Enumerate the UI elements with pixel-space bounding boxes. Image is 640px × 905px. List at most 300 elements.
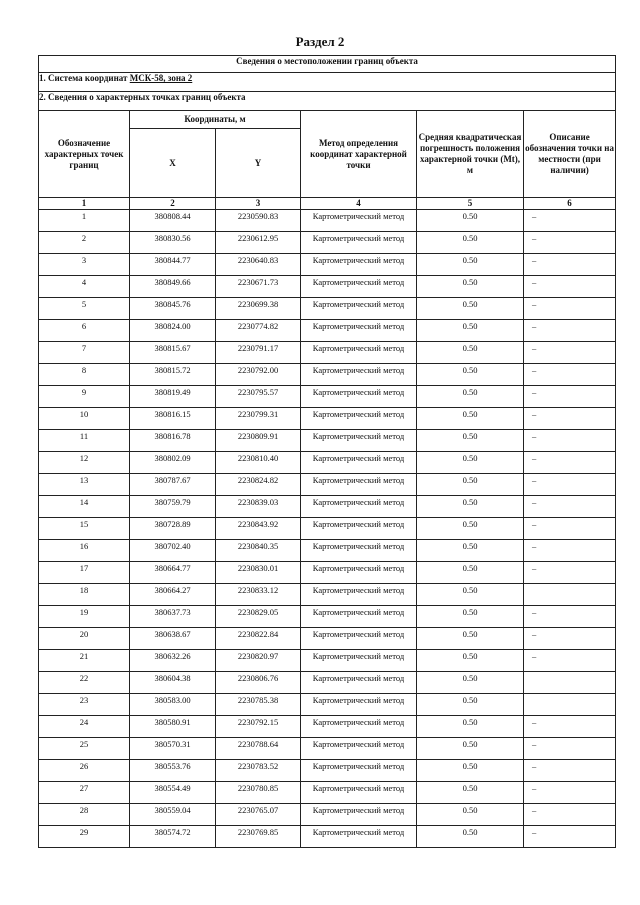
cell-x-text: 380815.72 [154, 365, 191, 375]
cell-error [417, 232, 524, 254]
cell-note-text: – [532, 783, 537, 793]
cell-error [417, 540, 524, 562]
cell-y [216, 584, 301, 606]
cell-note [524, 496, 616, 518]
cell-point-number [39, 606, 130, 628]
cell-point-number-text: 28 [79, 805, 89, 815]
cell-point-number-text: 9 [81, 387, 87, 397]
table-heading-row [39, 56, 616, 73]
cell-method-text: Картометрический метод [312, 431, 405, 441]
cell-x [130, 760, 216, 782]
cell-method [301, 628, 417, 650]
cell-x-text: 380664.77 [154, 563, 191, 573]
header-description: Описание обозначения точки на местности (при наличии) [524, 111, 616, 198]
cell-point-number-text: 25 [79, 739, 89, 749]
cell-note-text: – [532, 563, 537, 573]
cell-x [130, 540, 216, 562]
cell-point-number-text: 6 [81, 321, 87, 331]
cell-point-number [39, 760, 130, 782]
cell-x [130, 584, 216, 606]
cell-method [301, 562, 417, 584]
cell-method-text: Картометрический метод [312, 761, 405, 771]
cell-point-number [39, 232, 130, 254]
cell-method-text: Картометрический метод [312, 673, 405, 683]
cell-error [417, 254, 524, 276]
column-number: 6 [524, 198, 616, 210]
cell-method-text: Картометрический метод [312, 255, 405, 265]
cell-method [301, 804, 417, 826]
cell-error-text: 0.50 [462, 409, 478, 419]
cell-note [524, 430, 616, 452]
cell-point-number-text: 18 [79, 585, 89, 595]
cell-method-text: Картометрический метод [312, 541, 405, 551]
cell-note-text: – [532, 739, 537, 749]
cell-error [417, 298, 524, 320]
cell-note [524, 452, 616, 474]
cell-method [301, 276, 417, 298]
boundary-points-table [38, 55, 616, 848]
cell-point-number-text: 27 [79, 783, 89, 793]
cell-error [417, 826, 524, 848]
cell-x [130, 320, 216, 342]
cell-point-number [39, 650, 130, 672]
table-row [39, 716, 616, 738]
cell-point-number [39, 276, 130, 298]
cell-y [216, 298, 301, 320]
cell-y [216, 804, 301, 826]
cell-note [524, 474, 616, 496]
cell-error-text: 0.50 [462, 211, 478, 221]
cell-y [216, 650, 301, 672]
column-number: 1 [39, 198, 130, 210]
cell-method [301, 364, 417, 386]
cell-y-text: 2230840.35 [237, 541, 279, 551]
cell-method-text: Картометрический метод [312, 497, 405, 507]
cell-x-text: 380845.76 [154, 299, 191, 309]
cell-x [130, 826, 216, 848]
cell-y [216, 518, 301, 540]
cell-error [417, 606, 524, 628]
column-numbers-row [39, 198, 616, 210]
cell-y-text: 2230769.85 [237, 827, 279, 837]
cell-error [417, 320, 524, 342]
cell-method [301, 298, 417, 320]
cell-y-text: 2230783.52 [237, 761, 279, 771]
table-row [39, 408, 616, 430]
header-row-1 [39, 111, 616, 129]
cell-note-text: – [532, 607, 537, 617]
cell-point-number [39, 540, 130, 562]
cell-method-text: Картометрический метод [312, 409, 405, 419]
cell-error-text: 0.50 [462, 365, 478, 375]
cell-x [130, 232, 216, 254]
table-row [39, 760, 616, 782]
cell-error [417, 276, 524, 298]
cell-y [216, 628, 301, 650]
cell-x-text: 380787.67 [154, 475, 191, 485]
cell-error-text: 0.50 [462, 673, 478, 683]
cell-y [216, 716, 301, 738]
cell-point-number-text: 23 [79, 695, 89, 705]
cell-point-number-text: 14 [79, 497, 89, 507]
coord-system-value: МСК-58, зона 2 [129, 73, 193, 83]
cell-y-text: 2230824.82 [237, 475, 279, 485]
cell-y-text: 2230843.92 [237, 519, 279, 529]
cell-method [301, 738, 417, 760]
cell-method [301, 760, 417, 782]
cell-method [301, 210, 417, 232]
cell-note [524, 606, 616, 628]
table-row [39, 342, 616, 364]
cell-note-text [532, 584, 615, 585]
cell-note-text: – [532, 387, 537, 397]
cell-y [216, 364, 301, 386]
cell-error-text: 0.50 [462, 563, 478, 573]
cell-error-text: 0.50 [462, 497, 478, 507]
table-row [39, 628, 616, 650]
cell-x [130, 210, 216, 232]
cell-note-text: – [532, 717, 537, 727]
cell-error-text: 0.50 [462, 761, 478, 771]
cell-x [130, 694, 216, 716]
cell-x [130, 804, 216, 826]
cell-error [417, 210, 524, 232]
cell-x-text: 380664.27 [154, 585, 191, 595]
cell-error [417, 408, 524, 430]
column-number: 4 [301, 198, 417, 210]
cell-error [417, 716, 524, 738]
table-row [39, 826, 616, 848]
cell-point-number-text: 2 [81, 233, 87, 243]
cell-method [301, 540, 417, 562]
cell-x [130, 364, 216, 386]
table-row [39, 782, 616, 804]
cell-method [301, 386, 417, 408]
cell-method [301, 826, 417, 848]
cell-error-text: 0.50 [462, 321, 478, 331]
cell-y-text: 2230590.83 [237, 211, 279, 221]
cell-y-text: 2230829.05 [237, 607, 279, 617]
cell-note [524, 276, 616, 298]
cell-y-text: 2230780.85 [237, 783, 279, 793]
cell-method [301, 518, 417, 540]
cell-x-text: 380604.38 [154, 673, 191, 683]
cell-x [130, 342, 216, 364]
cell-point-number [39, 364, 130, 386]
table-row [39, 694, 616, 716]
cell-y-text: 2230820.97 [237, 651, 279, 661]
cell-method [301, 672, 417, 694]
cell-method-text: Картометрический метод [312, 233, 405, 243]
cell-error [417, 364, 524, 386]
cell-error-text: 0.50 [462, 475, 478, 485]
cell-y [216, 760, 301, 782]
cell-method [301, 474, 417, 496]
cell-error [417, 342, 524, 364]
cell-note-text: – [532, 475, 537, 485]
cell-y [216, 408, 301, 430]
cell-method [301, 430, 417, 452]
cell-point-number [39, 408, 130, 430]
cell-error [417, 584, 524, 606]
cell-error-text: 0.50 [462, 541, 478, 551]
table-row [39, 386, 616, 408]
cell-note-text: – [532, 233, 537, 243]
cell-note-text: – [532, 519, 537, 529]
cell-point-number [39, 628, 130, 650]
cell-note [524, 540, 616, 562]
cell-y [216, 342, 301, 364]
cell-method [301, 782, 417, 804]
cell-point-number-text: 7 [81, 343, 87, 353]
cell-method-text: Картометрический метод [312, 607, 405, 617]
cell-method-text: Картометрический метод [312, 519, 405, 529]
cell-x-text: 380816.78 [154, 431, 191, 441]
cell-y [216, 386, 301, 408]
cell-method-text: Картометрический метод [312, 211, 405, 221]
cell-y [216, 562, 301, 584]
cell-x [130, 628, 216, 650]
cell-method-text: Картометрический метод [312, 453, 405, 463]
cell-method [301, 716, 417, 738]
cell-x-text: 380632.26 [154, 651, 191, 661]
cell-x-text: 380808.44 [154, 211, 191, 221]
table-row [39, 496, 616, 518]
cell-method-text: Картометрический метод [312, 299, 405, 309]
cell-method-text: Картометрический метод [312, 739, 405, 749]
cell-error-text: 0.50 [462, 277, 478, 287]
cell-y-text: 2230839.03 [237, 497, 279, 507]
cell-point-number-text: 17 [79, 563, 89, 573]
cell-error-text: 0.50 [462, 255, 478, 265]
cell-y-text: 2230830.01 [237, 563, 279, 573]
cell-note [524, 716, 616, 738]
cell-note [524, 672, 616, 694]
cell-y-text: 2230640.83 [237, 255, 279, 265]
cell-note-text: – [532, 805, 537, 815]
cell-y-text: 2230809.91 [237, 431, 279, 441]
cell-point-number-text: 21 [79, 651, 89, 661]
cell-point-number [39, 386, 130, 408]
table-row [39, 430, 616, 452]
cell-note-text: – [532, 497, 537, 507]
cell-point-number [39, 584, 130, 606]
cell-method [301, 320, 417, 342]
cell-point-number [39, 518, 130, 540]
cell-note [524, 760, 616, 782]
cell-note-text: – [532, 321, 537, 331]
header-point-designation: Обозначение характерных точек границ [39, 111, 130, 198]
cell-x [130, 430, 216, 452]
cell-note [524, 386, 616, 408]
table-row [39, 650, 616, 672]
cell-note [524, 694, 616, 716]
cell-y [216, 606, 301, 628]
table-row [39, 540, 616, 562]
cell-error [417, 650, 524, 672]
cell-error [417, 804, 524, 826]
cell-error-text: 0.50 [462, 717, 478, 727]
cell-method-text: Картометрический метод [312, 717, 405, 727]
cell-point-number [39, 672, 130, 694]
cell-error [417, 474, 524, 496]
cell-note [524, 782, 616, 804]
cell-x-text: 380637.73 [154, 607, 191, 617]
cell-note-text: – [532, 409, 537, 419]
page-title: Раздел 2 [295, 34, 345, 49]
cell-x-text: 380638.67 [154, 629, 191, 639]
cell-x-text: 380553.76 [154, 761, 191, 771]
cell-y-text: 2230791.17 [237, 343, 279, 353]
cell-error-text: 0.50 [462, 805, 478, 815]
cell-note-text [532, 672, 615, 673]
cell-method [301, 452, 417, 474]
table-row [39, 232, 616, 254]
cell-note [524, 232, 616, 254]
cell-note [524, 408, 616, 430]
cell-y-text: 2230792.15 [237, 717, 279, 727]
cell-point-number [39, 474, 130, 496]
cell-y [216, 474, 301, 496]
cell-y [216, 826, 301, 848]
cell-error [417, 738, 524, 760]
cell-x-text: 380816.15 [154, 409, 191, 419]
table-row [39, 474, 616, 496]
table-row [39, 298, 616, 320]
cell-note-text: – [532, 211, 537, 221]
cell-point-number [39, 320, 130, 342]
coord-system [39, 73, 616, 92]
cell-x-text: 380759.79 [154, 497, 191, 507]
cell-note [524, 650, 616, 672]
cell-error [417, 694, 524, 716]
cell-point-number-text: 12 [79, 453, 89, 463]
cell-error [417, 672, 524, 694]
cell-note [524, 254, 616, 276]
header-coordinates: Координаты, м [130, 111, 301, 129]
column-number: 5 [417, 198, 524, 210]
cell-error [417, 430, 524, 452]
table-row [39, 738, 616, 760]
cell-error [417, 496, 524, 518]
table-row [39, 364, 616, 386]
cell-error [417, 628, 524, 650]
cell-point-number-text: 3 [81, 255, 87, 265]
cell-note [524, 804, 616, 826]
cell-point-number [39, 496, 130, 518]
cell-point-number [39, 826, 130, 848]
cell-y [216, 254, 301, 276]
cell-error-text: 0.50 [462, 651, 478, 661]
cell-y-text: 2230788.64 [237, 739, 279, 749]
cell-x-text: 380583.00 [154, 695, 191, 705]
cell-x-text: 380802.09 [154, 453, 191, 463]
cell-note-text: – [532, 277, 537, 287]
table-row [39, 804, 616, 826]
coord-system-prefix: 1. Система координат [39, 73, 130, 83]
cell-x [130, 716, 216, 738]
cell-error [417, 782, 524, 804]
cell-y [216, 276, 301, 298]
cell-point-number-text: 24 [79, 717, 89, 727]
cell-error-text: 0.50 [462, 453, 478, 463]
cell-error-text: 0.50 [462, 387, 478, 397]
cell-error-text: 0.50 [462, 629, 478, 639]
cell-point-number [39, 452, 130, 474]
cell-method [301, 408, 417, 430]
cell-note-text: – [532, 629, 537, 639]
cell-y [216, 452, 301, 474]
table-row [39, 254, 616, 276]
cell-note-text [532, 694, 615, 695]
cell-note [524, 210, 616, 232]
header-method: Метод определения координат характерной точки [301, 111, 417, 198]
cell-point-number [39, 738, 130, 760]
cell-method-text: Картометрический метод [312, 695, 405, 705]
cell-x [130, 276, 216, 298]
cell-x-text: 380580.91 [154, 717, 191, 727]
cell-point-number [39, 298, 130, 320]
cell-note [524, 584, 616, 606]
cell-y-text: 2230795.57 [237, 387, 279, 397]
cell-y-text: 2230765.07 [237, 805, 279, 815]
cell-x [130, 562, 216, 584]
cell-point-number-text: 16 [79, 541, 89, 551]
cell-error-text: 0.50 [462, 827, 478, 837]
cell-method-text: Картометрический метод [312, 343, 405, 353]
cell-y-text: 2230806.76 [237, 673, 279, 683]
cell-note-text: – [532, 761, 537, 771]
cell-note-text: – [532, 255, 537, 265]
cell-point-number-text: 29 [79, 827, 89, 837]
cell-point-number [39, 430, 130, 452]
cell-y-text: 2230833.12 [237, 585, 279, 595]
cell-point-number-text: 10 [79, 409, 89, 419]
cell-x-text: 380824.00 [154, 321, 191, 331]
cell-method-text: Картометрический метод [312, 783, 405, 793]
cell-x [130, 650, 216, 672]
cell-method-text: Картометрический метод [312, 475, 405, 485]
cell-x-text: 380849.66 [154, 277, 191, 287]
cell-point-number [39, 782, 130, 804]
cell-error-text: 0.50 [462, 343, 478, 353]
cell-x-text: 380815.67 [154, 343, 191, 353]
cell-error-text: 0.50 [462, 299, 478, 309]
table-row [39, 276, 616, 298]
cell-y-text: 2230799.31 [237, 409, 279, 419]
cell-point-number [39, 210, 130, 232]
cell-y-text: 2230774.82 [237, 321, 279, 331]
table-row [39, 210, 616, 232]
cell-note [524, 738, 616, 760]
cell-y [216, 210, 301, 232]
cell-x [130, 298, 216, 320]
cell-x-text: 380728.89 [154, 519, 191, 529]
header-error: Средняя квадратическая погрешность положения характерной точки (Mt), м [417, 111, 524, 198]
cell-method [301, 650, 417, 672]
cell-note [524, 364, 616, 386]
cell-point-number-text: 4 [81, 277, 87, 287]
cell-point-number [39, 804, 130, 826]
column-number: 2 [130, 198, 216, 210]
cell-point-number-text: 5 [81, 299, 87, 309]
cell-y [216, 232, 301, 254]
cell-x-text: 380819.49 [154, 387, 191, 397]
cell-y [216, 738, 301, 760]
cell-note-text: – [532, 431, 537, 441]
cell-method [301, 606, 417, 628]
cell-note-text: – [532, 651, 537, 661]
